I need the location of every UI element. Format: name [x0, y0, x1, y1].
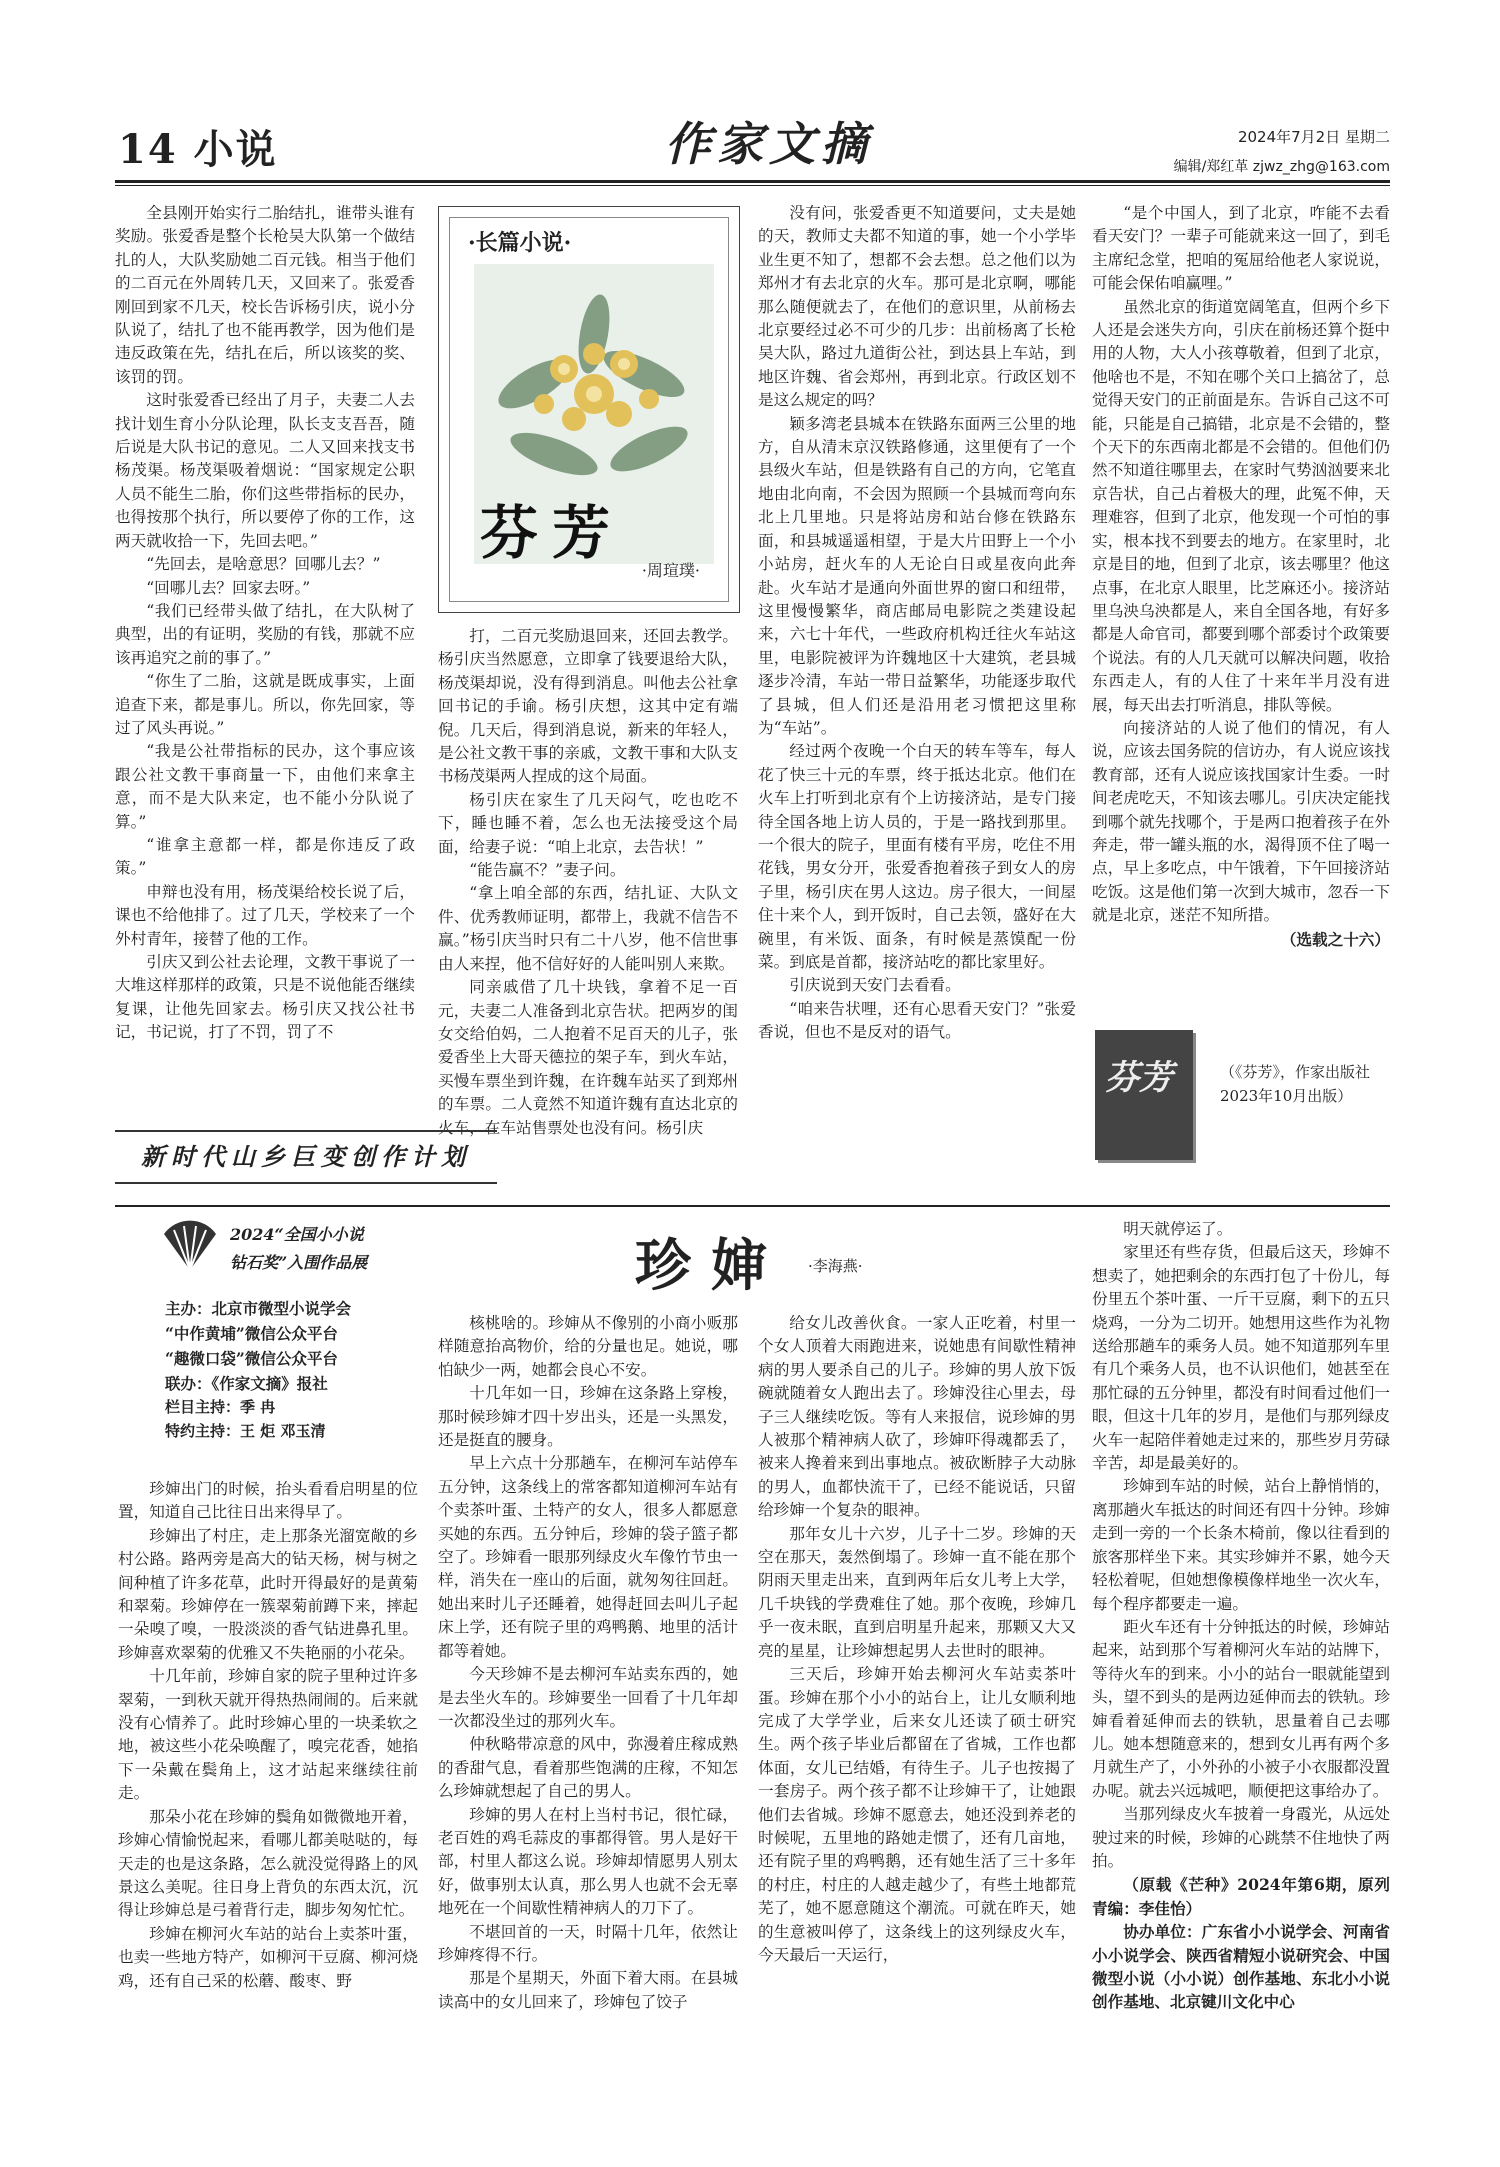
story2-column-2	[438, 1312, 738, 2102]
story2-author: ·李海燕·	[808, 1257, 863, 1275]
paragraph: 不堪回首的一天，时隔十几年，依然让珍婶疼得不行。	[438, 1922, 738, 1964]
paragraph: 那是个星期天，外面下着大雨。在县城读高中的女儿回来了，珍婶包了饺子	[438, 1969, 738, 2011]
paragraph: 申辩也没有用，杨茂渠给校长说了后，课也不给他排了。过了几天，学校来了一个外村青年，接替了他的工作。	[115, 882, 415, 948]
serial-note: （选载之十六）	[1280, 929, 1390, 949]
newspaper-logo: 作家文摘	[665, 117, 873, 171]
paragraph: 家里还有些存货，但最后这天，珍婶不想卖了，她把剩余的东西打包了十份儿，每份里五个茶叶蛋、一斤干豆腐，剩下的五只烧鸡，一分为二切开。她想用这些作为礼物送给那趟车的乘务人员。她不知道那列车里有几个乘务人员，也不认识他们，她甚至在那忙碌的五分钟里，都没有时间看过他们一眼，但这十几年的岁月，是他们与那列绿皮火车一起陪伴着她走过来的，那些岁月劳碌辛苦，却是最美好的。	[1092, 1243, 1390, 1473]
paragraph: 给女儿改善伙食。一家人正吃着，村里一个女人顶着大雨跑进来，说她患有间歇性精神病的男人要杀自己的儿子。珍婶的男人放下饭碗就随着女人跑出去了。珍婶没往心里去，母子三人继续吃饭。等有人来报信，说珍婶的男人被那个精神病人砍了，珍婶吓得魂都丢了，被来人搀着来到出事地点。被砍断脖子大动脉的男人，血都快流干了，已经不能说话，只留给珍婶一个复杂的眼神。	[758, 1314, 1076, 1520]
paragraph: 全县刚开始实行二胎结扎，谁带头谁有奖励。张爱香是整个长枪吴大队第一个做结扎的人，大队奖励她二百元钱。相当于他们的二百元在外周转几天，又回来了。张爱香刚回到家不几天，校长告诉杨引庆，说小分队说了，结扎了也不能再教学，因为他们是违反政策在先，结扎在后，所以该奖的奖、该罚的罚。	[115, 204, 415, 386]
credit-line: 特约主持：王 炬 邓玉清	[165, 1422, 326, 1440]
paragraph: “我们已经带头做了结扎，在大队树了典型，出的有证明，奖励的有钱，那就不应该再追究之前的事了。”	[115, 601, 415, 667]
paragraph: 颖多湾老县城本在铁路东面两三公里的地方，自从清末京汉铁路修通，这里便有了一个县级火车站，但是铁路有自己的方向，它笔直地由北向南，不会因为照顾一个县城而弯向东北上几里地。只是将站房和站台修在铁路东面，和县城遥遥相望，于是大片田野上一个小小站房，赶火车的人无论白日或星夜向此奔赴。火车站才是通向外面世界的窗口和纽带，这里慢慢繁华，商店邮局电影院之类建设起来，六七十年代，一些政府机构迁往火车站这里，电影院被评为许魏地区十大建筑，老县城逐步冷清，车站一带日益繁华，功能逐步取代了县城，但人们还是沿用老习惯把这里称为“车站”。	[758, 414, 1076, 737]
story1-column-3	[758, 202, 1076, 1192]
story1-title: 芬芳	[480, 499, 625, 567]
paragraph: 向接济站的人说了他们的情况，有人说，应该去国务院的信访办，有人说应该找教育部，还有人说应该找国家计生委。一时间老虎吃天，不知该去哪儿。引庆决定能找到哪个就先找哪个，于是两口抱着孩子在外奔走，带一罐头瓶的水，渴得顶不住了喝一点，早上多吃点，中午饿着，下午回接济站吃饭。这是他们第一次到大城市，忽吞一下就是北京，迷茫不知所措。	[1092, 718, 1390, 925]
paragraph: 那朵小花在珍婶的鬓角如微微地开着，珍婶心情愉悦起来，看哪儿都美哒哒的，每天走的也是这条路，怎么就没觉得路上的风景这么美呢。往日身上背负的东西太沉，沉得让珍婶总是弓着背行走，脚步匆匆忙忙。	[118, 1807, 418, 1920]
paragraph: 打，二百元奖励退回来，还回去教学。杨引庆当然愿意，立即拿了钱要退给大队，杨茂渠却说，没有得到消息。叫他去公社拿回书记的手谕。杨引庆想，这其中定有端倪。几天后，得到消息说，新来的年轻人，是公社文教干事的亲戚，文教干事和大队支书杨茂渠两人捏成的这个局面。	[438, 627, 738, 786]
paragraph: 今天珍婶不是去柳河车站卖东西的，她是去坐火车的。珍婶要坐一回看了十几年却一次都没坐过的那列火车。	[438, 1665, 738, 1730]
credit-line: “中作黄埔”微信公众平台	[165, 1324, 338, 1343]
paragraph: 珍婶出了村庄，走上那条光溜宽敞的乡村公路。路两旁是高大的钻天杨，树与树之间种植了许多花草，此时开得最好的是黄菊和翠菊。珍婶停在一簇翠菊前蹲下来，摔起一朵嗅了嗅，一股淡淡的香气钻进鼻孔里。珍婶喜欢翠菊的优雅又不失艳丽的小花朵。	[118, 1526, 418, 1662]
co-organizers: 协办单位：广东省小小说学会、河南省小小说学会、陕西省精短小说研究会、中国微型小说（小小说）创作基地、东北小小说创作基地、北京键川文化中心	[1092, 1922, 1390, 2012]
paragraph: 虽然北京的街道宽阔笔直，但两个乡下人还是会迷失方向，引庆在前杨还算个挺中用的人物，大人小孩尊敬着，但到了北京，他啥也不是，不知在哪个关口上搞岔了，总觉得天安门的正前面是东。告诉自己这不可能，只能是自己搞错，北京是不会错的，整个天下的东西南北都是不会错的。但他们仍然不知道往哪里去，在家时气势汹汹要来北京告状，自己占着极大的理，此冤不伸，天理难容，但到了北京，他发现一个可怕的事实，根本找不到要去的地方。在家里时，北京是目的地，但到了北京，该去哪里？他这点事，在北京人眼里，比芝麻还小。接济站里乌泱乌泱都是人，来自全国各地，有好多都是人命官司，都要到哪个部委讨个政策要个说法。有的人几天就可以解决问题，收拾东西走人，有的人住了十来年半月没有进展，每天出去打听消息，排队等候。	[1092, 297, 1390, 714]
story1-column-4	[1092, 202, 1390, 1022]
paragraph: 珍婶到车站的时候，站台上静悄悄的，离那趟火车抵达的时间还有四十分钟。珍婶走到一旁的一个长条木椅前，像以往看到的旅客那样坐下来。其实珍婶并不累，她今天轻松着呢，但她想像模像样地坐一次火车，每个程序都要走一遍。	[1092, 1477, 1390, 1613]
paragraph: 杨引庆在家生了几天闷气，吃也吃不下，睡也睡不着，怎么也无法接受这个局面，给妻子说：“咱上北京，去告状！”	[438, 790, 738, 856]
story2-column-1	[118, 1478, 418, 2098]
award-title-line-2: 钻石奖”入围作品展	[230, 1253, 368, 1272]
issue-date: 2024年7月2日 星期二	[1237, 128, 1390, 146]
paragraph: “先回去，是啥意思？回哪儿去？”	[146, 555, 381, 574]
paragraph: 当那列绿皮火车披着一身霞光，从远处驶过来的时候，珍婶的心跳禁不住地快了两拍。	[1092, 1805, 1390, 1870]
section-divider	[115, 1205, 1390, 1207]
story1-title-box	[438, 206, 740, 613]
paragraph: 距火车还有十分钟抵达的时候，珍婶站起来，站到那个写着柳河火车站的站牌下，等待火车的到来。小小的站台一眼就能望到头，望不到头的是两边延伸而去的铁轨。珍婶看着延伸而去的铁轨，思量着自己去哪儿。她本想随意来的，想到女儿再有两个多月就生产了，小外孙的小被子小衣服都没置办呢。就去兴远城吧，顺便把这事给办了。	[1092, 1617, 1390, 1800]
paragraph: 珍婶的男人在村上当村书记，很忙碌，老百姓的鸡毛蒜皮的事都得管。男人是好干部，村里人都这么说。珍婶却情愿男人别太好，做事别太认真，那么男人也就不会无辜地死在一个间歇性精神病人的刀下了。	[438, 1805, 738, 1918]
book-cover	[1095, 1030, 1193, 1160]
header-rule-thin	[115, 185, 1390, 186]
paragraph: 仲秋略带凉意的风中，弥漫着庄稼成熟的香甜气息，看着那些饱满的庄稼，不知怎么珍婶就想起了自己的男人。	[438, 1735, 738, 1801]
page-number-section: 14 小说	[118, 126, 278, 173]
paragraph: 经过两个夜晚一个白天的转车等车，每人花了快三十元的车票，终于抵达北京。他们在火车上打听到北京有个上访接济站，是专门接待全国各地上访人员的，于是一路找到那里。一个很大的院子，里面有楼有平房，吃住不用花钱，男女分开，张爱香抱着孩子到女人的房子里，杨引庆在男人这边。房子很大，一间屋住十来个人，到开饭时，自己去领，盛好在大碗里，有米饭、面条，有时候是蒸馍配一份菜。到底是首都，接济站吃的都比家里好。	[758, 742, 1076, 971]
paragraph: “你生了二胎，这就是既成事实，上面追查下来，都是事儿。所以，你先回家，等过了风头再说。”	[115, 672, 415, 737]
award-title-line-1: 2024“全国小小说	[230, 1225, 364, 1244]
paragraph: 核桃啥的。珍婶从不像别的小商小贩那样随意抬高物价，给的分量也足。她说，哪怕缺少一两，她都会良心不安。	[438, 1314, 738, 1379]
paragraph: 十几年前，珍婶自家的院子里种过许多翠菊，一到秋天就开得热热闹闹的。后来就没有心情养了。此时珍婶心里的一块柔软之地，被这些小花朵唤醒了，嗅完花香，她掐下一朵戴在鬓角上，这才站起来继续往前走。	[118, 1667, 418, 1803]
paragraph: 引庆说到天安门去看看。	[789, 976, 961, 995]
paragraph: 珍婶在柳河火车站的站台上卖茶叶蛋，也卖一些地方特产，如柳河干豆腐、柳河烧鸡，还有自己采的松蘑、酸枣、野	[118, 1924, 418, 1990]
source-note: （原载《芒种》2024年第6期，原列青编：李佳怡）	[1092, 1875, 1390, 1918]
story2-column-3	[758, 1312, 1076, 2102]
fan-logo-icon	[160, 1218, 220, 1274]
paragraph: 珍婶出门的时候，抬头看看启明星的位置，知道自己比往日出来得早了。	[118, 1480, 418, 1522]
paragraph: “谁拿主意都一样，都是你违反了政策。”	[115, 835, 415, 878]
story2-title: 珍婶	[635, 1234, 787, 1299]
paragraph: 十几年如一日，珍婶在这条路上穿梭，那时候珍婶才四十岁出头，还是一头黑发，还是挺直的腰身。	[438, 1384, 738, 1450]
organizer-list	[165, 1296, 410, 1396]
story1-column-1	[115, 202, 415, 1112]
credit-line: “趣微口袋”微信公众平台	[165, 1349, 338, 1368]
story1-column-2	[438, 625, 738, 1190]
credit-line: 主办：北京市微型小说学会	[165, 1299, 352, 1318]
paragraph: “我是公社带指标的民办，这个事应该跟公社文教干事商量一下，由他们来拿主意，而不是大队来定，也不能小分队说了算。”	[115, 742, 415, 831]
story2-column-4	[1092, 1218, 1390, 2118]
paragraph: 没有问，张爱香更不知道要问，丈夫是她的天，教师丈夫都不知道的事，她一个小学毕业生更不知了，想都不会去想。总之他们以为郑州才有去北京的火车。那可是北京啊，哪能那么随便就去了，在他们的意识里，从前杨去北京要经过必不可少的几步：出前杨离了长枪吴大队，路过九道街公社，到达县上车站，到地区许魏、省会郑州，再到北京。行政区划不是这么规定的吗？	[758, 204, 1076, 410]
book-caption: （《芬芳》，作家出版社2023年10月出版）	[1220, 1063, 1371, 1105]
paragraph: “是个中国人，到了北京，咋能不去看看天安门？一辈子可能就来这一回了，到毛主席纪念堂，把咱的冤屈给他老人家说说，可能会保佑咱赢哩。”	[1092, 204, 1390, 293]
paragraph: “咱来告状哩，还有心思看天安门？”张爱香说，但也不是反对的语气。	[758, 999, 1076, 1042]
paragraph: 这时张爱香已经出了月子，夫妻二人去找计划生育小分队论理，队长支支吾吾，随后说是大队书记的意见。二人又回来找支书杨茂渠。杨茂渠吸着烟说：“国家规定公职人员不能生二胎，你们这些带指标的民办，也得按那个执行，所以要停了你的工作，这两天就收拾一下，先回去吧。”	[115, 391, 415, 550]
project-banner: 新时代山乡巨变创作计划	[115, 1130, 497, 1184]
credit-line: 联办：《作家文摘》报社	[165, 1374, 328, 1393]
book-cover-title: 芬芳	[1105, 1058, 1173, 1098]
paragraph: “回哪儿去？回家去呀。”	[146, 578, 311, 597]
credit-line: 栏目主持：季 冉	[165, 1398, 276, 1416]
header-rule	[115, 180, 1390, 183]
paragraph: 同亲戚借了几十块钱，拿着不足一百元，夫妻二人准备到北京告状。把两岁的闺女交给伯妈，二人抱着不足百天的儿子，张爱香坐上大哥天德拉的架子车，到火车站，买慢车票坐到许魏，在许魏车站买了到郑州的车票。二人竟然不知道许魏有直达北京的火车，在车站售票处也没有问。杨引庆	[438, 978, 738, 1137]
paragraph: 明天就停运了。	[1123, 1220, 1233, 1238]
editor-credit: 编辑/郑红革 zjwz_zhg@163.com	[1173, 159, 1390, 175]
paragraph: “拿上咱全部的东西，结扎证、大队文件、优秀教师证明，都带上，我就不信告不赢。”杨引庆当时只有二十八岁，他不信世事由人来捏，他不信好好的人能叫别人来欺。	[438, 884, 738, 973]
paragraph: “能告赢不？”妻子问。	[469, 861, 626, 880]
paragraph: 那年女儿十六岁，儿子十二岁。珍婶的天空在那天，轰然倒塌了。珍婶一直不能在那个阴雨天里走出来，直到两年后女儿考上大学，几千块钱的学费难住了她。那个夜晚，珍婶几乎一夜未眠，直到启明星升起来，那颗又大又亮的星星，让珍婶想起男人去世时的眼神。	[758, 1524, 1076, 1660]
paragraph: 早上六点十分那趟车，在柳河车站停车五分钟，这条线上的常客都知道柳河车站有个卖茶叶蛋、土特产的女人，很多人都愿意买她的东西。五分钟后，珍婶的袋子篮子都空了。珍婶看一眼那列绿皮火车像竹节虫一样，消失在一座山的后面，就匆匆往回赶。她出来时儿子还睡着，她得赶回去叫儿子起床上学，还有院子里的鸡鸭鹅、地里的活计都等着她。	[438, 1454, 738, 1660]
genre-label: ·长篇小说·	[468, 230, 572, 256]
paragraph: 三天后，珍婶开始去柳河火车站卖茶叶蛋。珍婶在那个小小的站台上，让儿女顺利地完成了大学学业，后来女儿还读了硕士研究生。两个孩子毕业后都留在了省城，工作也都体面，女儿已结婚，有待生子。儿子也按揭了一套房子。两个孩子都不让珍婶干了，让她跟他们去省城。珍婶不愿意去，她还没到养老的时候呢，五里地的路她走惯了，还有几亩地，还有院子里的鸡鸭鹅，还有她生活了三十多年的村庄，村庄的人越走越少了，有些土地都荒芜了，她不愿意随这个潮流。可就在昨天，她的生意被叫停了，这条线上的这列绿皮火车，今天最后一天运行，	[758, 1665, 1076, 1964]
host-list	[165, 1395, 410, 1443]
paragraph: 引庆又到公社去论理，文教干事说了一大堆这样那样的政策，只是不说他能否继续复课，让他先回家去。杨引庆又找公社书记，书记说，打了不罚，罚了不	[115, 953, 415, 1042]
story1-author: ·周瑄璞·	[641, 561, 700, 580]
